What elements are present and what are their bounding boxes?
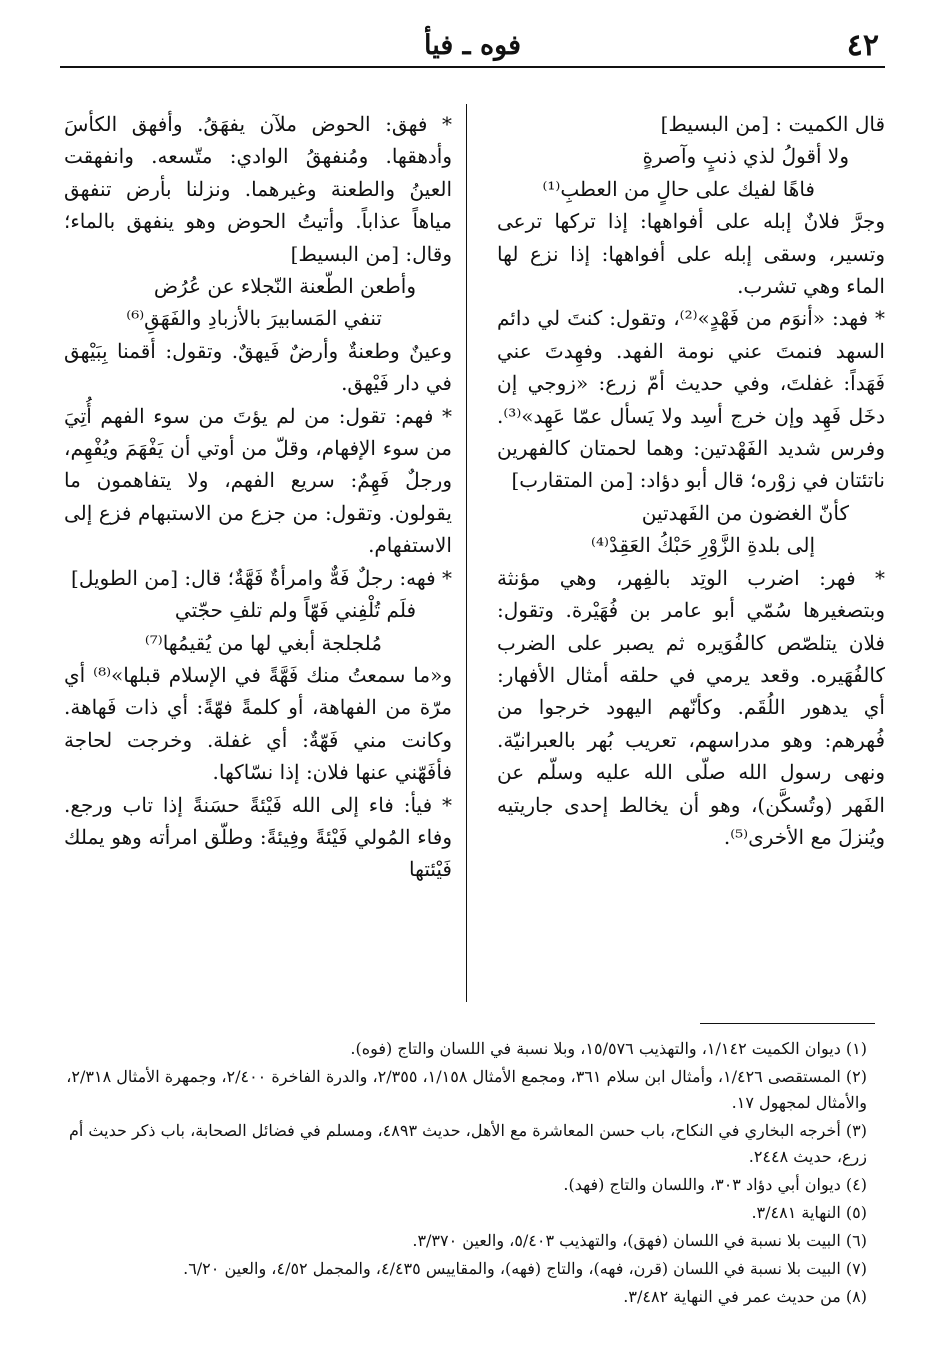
footnote: (٢) المستقصى ١/٤٢٦، وأمثال ابن سلام ٣٦١، ومجمع الأمثال ١/١٥٨، ٢/٣٥٥، والدرة الفاخرة ٢/٤٠٠، وجمهرة الأمثال ٢/٣١٨، والأمثال لمجهول ١٧.	[66, 1067, 867, 1112]
entry-fay: * فيأ: فاء إلى الله فَيْئةً حسَنةً إذا تاب ورجع. وفاء المُولي فَيْئةً وفِيئةً: وطلّق امرأته وهو يملك فَيْئتها	[64, 792, 452, 882]
verse-line: فلَم تُلْفِني فَهّاً ولم تلفِ حجّتي	[174, 598, 416, 623]
paragraph: وعينٌ وطعنةٌ وأرضٌ فَيهقٌ. وتقول: أقمنا بِبَيْهق في دار فَيْهق.	[64, 338, 452, 396]
footnote: (٨) من حديث عمر في النهاية ٣/٤٨٢.	[623, 1287, 867, 1306]
footnote: (٣) أخرجه البخاري في النكاح، باب حسن المعاشرة مع الأهل، حديث ٤٨٩٣، ومسلم في فضائل الصحابة، باب ذكر حديث أم زرع، حديث ٢٤٤٨.	[68, 1121, 867, 1166]
footnote: (٥) النهاية ٣/٤٨١.	[751, 1203, 867, 1222]
footnotes	[60, 1036, 867, 1312]
column-divider	[466, 104, 467, 1002]
running-head: فوه ـ فيأ	[424, 30, 521, 61]
verse-line: مُلجلجة أبغي لها من يُقيمُها⁽⁷⁾	[144, 630, 382, 655]
verse-line: ولا أقولُ لذي ذنبٍ وآصرةٍ	[642, 144, 849, 169]
left-column	[64, 108, 452, 886]
footnote: (١) ديوان الكميت ١/١٤٢، والتهذيب ١٥/٥٧٦، وبلا نسبة في اللسان والتاج (فوه).	[350, 1039, 867, 1058]
footnote: (٤) ديوان أبي دؤاد ٣٠٣، واللسان والتاج (فهد).	[563, 1175, 867, 1194]
page-number: ٤٢	[846, 28, 879, 63]
verse-line: وأطعن الطّعنة النّجلاء عن عُرُض	[153, 274, 416, 299]
paragraph: و«ما سمعتُ منك فَهَّةً في الإسلام قبلها»⁽⁸⁾ أي مرّة من الفهاهة، أو كلمةً فهّةً: أي ذات فَهاهة. وكانت مني فَهّةٌ: أي غفلة. وخرجت لحاجة فأفَهّني عنها فلان: إذا نسّاكها.	[64, 662, 452, 785]
paragraph: وجرَّ فلانٌ إبله على أفواهها: إذا تركها ترعى وتسير، وسقى إبله على أفواهها: إذا نزع لها الماء وهي تشرب.	[497, 209, 885, 299]
verse-line: كأنّ الغضون من الفَهدتين	[641, 500, 849, 525]
header-rule	[60, 66, 885, 68]
entry-fahh: * فهه: رجلٌ فَهٌّ وامرأةٌ فَهَّةٌ؛ قال: [من الطويل]	[71, 565, 452, 590]
entry-fahq: * فهق: الحوض ملآن يفهَقُ. وأفهق الكأسَ وأدهقها. ومُنفهقُ الوادي: متّسعه. وانفهقت العينُ والطعنة وغيرهما. ونزلنا بأرض تنفهق مياهاً عذاباً. وأتيتُ الحوض وهو ينفهق بالماء؛ وقال: [من البسيط]	[64, 112, 452, 266]
footnote-rule	[700, 1023, 875, 1024]
verse-line: تنفي المَسابيرَ بالأزبادِ والفَهَقِ⁽⁶⁾	[126, 306, 382, 331]
footnote: (٧) البيت بلا نسبة في اللسان (قرن، فهه)، والتاج (فهه)، والمقاييس ٤/٤٣٥، والمجمل ٤/٥٢، والعين ٦/٢٠.	[183, 1259, 867, 1278]
entry-fahm: * فهم: تقول: من لم يؤتَ من سوء الفهم أُتِيَ من سوء الإفهام، وقلّ من أوتي أن يَفْهَمَ ويُفْهِم، ورجلٌ فَهِمٌ: سريع الفهم، ولا يتفاهمون ما يقولون. وتقول: من جزع من الاستبهام فزع إلى الاستفهام.	[64, 403, 452, 558]
footnote: (٦) البيت بلا نسبة في اللسان (فهق)، والتهذيب ٥/٤٠٣، والعين ٣/٣٧٠.	[412, 1231, 867, 1250]
right-column	[497, 108, 885, 853]
page-header	[60, 28, 885, 66]
verse-line: إلى بلدةِ الزَّوْرِ حَبْكُ العَقِدْ⁽⁴⁾	[591, 533, 815, 558]
verse-intro: قال الكميت : [من البسيط]	[660, 112, 885, 136]
entry-fahr: * فهر: اضرب الوتِد بالفِهر، وهي مؤنثة وبتصغيرها سُمّي أبو عامر بن فُهَيْرة. وتقول: فلان يتلصّص كالفُوَيره ثم يصبر على الضرب كالفُهَيره. وقعد يرمي في حلقه أمثال الأفهار: أي يدهور اللُقَم. وكأنّهم اليهود خرجوا من فُهرهم: وهو مدراسهم، تعريب بُهر بالعبرانيّة. ونهى رسول الله صلّى الله عليه وسلّم عن الفَهر (وتُسكَّن)، وهو أن يخالط إحدى جاريتيه ويُنزلَ مع الأخرى⁽⁵⁾.	[497, 565, 885, 849]
verse-line: فاهًا لفيك على حالٍ من العطبِ⁽¹⁾	[542, 176, 815, 201]
entry-fahd: * فهد: «أنوَم من فَهْدٍ»⁽²⁾، وتقول: كنتَ لي دائم السهد فنمتَ عني نومة الفهد. وفهِدتَ عني فَهَداً: غفلتَ، وفي حديث أمّ زرع: «زوجي إن دخَل فَهِد وإن خرج أسِد ولا يَسأل عمّا عَهِد»⁽³⁾. وفرس شديد الفَهْدتين: وهما لحمتان كالفهرين ناتئتان في زوْره؛ قال أبو دؤاد: [من المتقارب]	[497, 306, 885, 493]
